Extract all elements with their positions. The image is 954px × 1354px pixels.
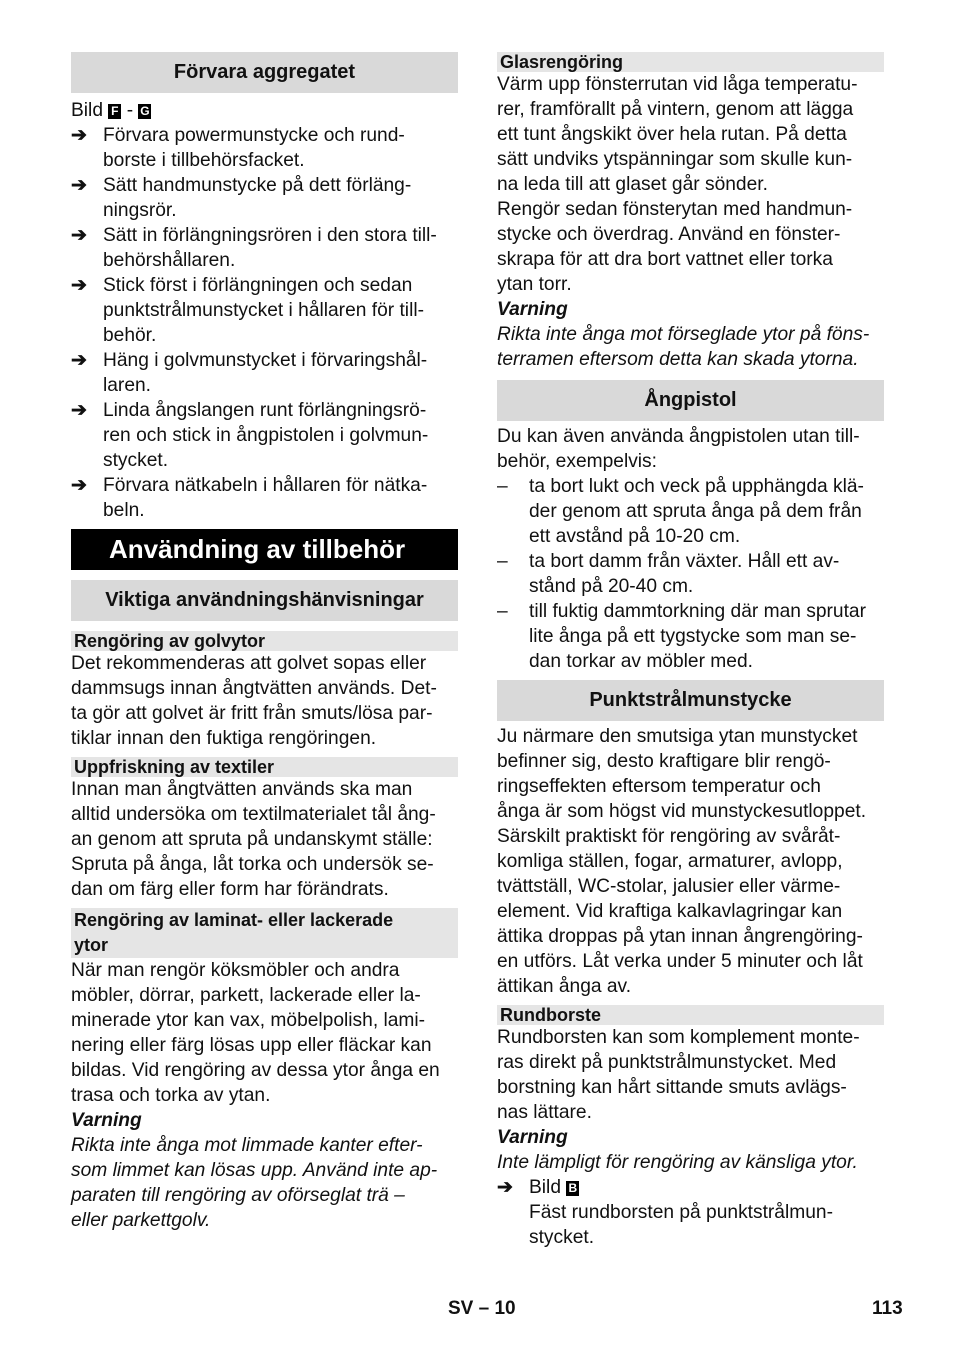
text-line: bildas. Vid rengöring av dessa ytor ånga en — [71, 1060, 440, 1081]
text-line: Rikta inte ånga mot limmade kanter efter- — [71, 1135, 423, 1156]
store-step-text: ningsrör. — [103, 200, 177, 221]
text-line: Det rekommenderas att golvet sopas eller — [71, 653, 427, 674]
steam-gun-item-text: der genom att spruta ånga på dem från — [529, 501, 862, 522]
text-line: Fäst rundborsten på punktstrålmun- — [529, 1202, 833, 1223]
store-step-text: ren och stick in ångpistolen i golvmun- — [103, 425, 429, 446]
figure-reference — [71, 98, 458, 123]
arrow-right-icon: ➔ — [71, 175, 88, 196]
text-line: dammsugs innan ångtvätten används. Det- — [71, 678, 437, 699]
steam-gun-item-text: ta bort damm från växter. Håll ett av- — [529, 551, 840, 572]
store-step-item — [71, 223, 458, 273]
page-number: 113 — [872, 1298, 903, 1319]
text-line: komliga ställen, fogar, armaturer, avlopp, — [497, 851, 843, 872]
arrow-right-icon: ➔ — [71, 225, 88, 246]
footer-section: SV – 10 — [448, 1298, 516, 1319]
steam-gun-intro — [497, 424, 884, 474]
text-line: som limmet kan lösas upp. Använd inte ap- — [71, 1160, 438, 1181]
text-line: ättikan ånga av. — [497, 976, 632, 997]
text-line: eller parkettgolv. — [71, 1210, 211, 1231]
text-line: ringseffekten eftersom temperatur och — [497, 776, 821, 797]
text-line: Särskilt praktiskt för rengöring av svåråt- — [497, 826, 841, 847]
store-steps-list — [71, 123, 458, 523]
arrow-right-icon: ➔ — [71, 350, 88, 371]
text-line: ytan torr. — [497, 274, 572, 295]
store-step-item — [71, 173, 458, 223]
warning-label: Varning — [497, 299, 568, 320]
left-column — [71, 52, 458, 1233]
store-step-text: behörshållaren. — [103, 250, 236, 271]
text-line: ånga är som högst vid munstyckesutloppet. — [497, 801, 867, 822]
steam-gun-list — [497, 474, 884, 674]
steam-gun-item — [497, 599, 884, 674]
text-line: stycke och överdrag. Använd en fönster- — [497, 224, 841, 245]
arrow-right-icon: ➔ — [497, 1177, 514, 1198]
laminate-text — [71, 958, 458, 1108]
store-step-item — [71, 398, 458, 473]
figure-separator: - — [126, 100, 134, 121]
text-line: ras direkt på punktstrålmunstycket. Med — [497, 1052, 837, 1073]
text-line: stycket. — [529, 1227, 595, 1248]
store-step-text: behör. — [103, 325, 157, 346]
store-step-item — [71, 348, 458, 398]
glass-text — [497, 72, 884, 297]
text-line: nering eller färg lösas upp eller fläckar kan — [71, 1035, 432, 1056]
steam-gun-item-text: till fuktig dammtorkning där man sprutar — [529, 601, 866, 622]
text-line: Ju närmare den smutsiga ytan munstycket — [497, 726, 858, 747]
store-step-text: laren. — [103, 375, 151, 396]
subheading-laminate — [71, 908, 458, 958]
warning-label: Varning — [497, 1127, 568, 1148]
dash-bullet: – — [497, 601, 508, 622]
text-line: paraten till rengöring av oförseglat trä – — [71, 1185, 405, 1206]
text-line: befinner sig, desto kraftigare blir rengö- — [497, 751, 831, 772]
subheading-brush: Rundborste — [497, 1005, 884, 1025]
section-heading-store: Förvara aggregatet — [71, 52, 458, 93]
store-step-text: Sätt in förlängningsrören i den stora till- — [103, 225, 437, 246]
steam-gun-item — [497, 474, 884, 549]
floor-text — [71, 651, 458, 751]
store-step-text: Stick först i förlängningen och sedan — [103, 275, 413, 296]
dash-bullet: – — [497, 551, 508, 572]
store-step-item — [71, 123, 458, 173]
text-line: ta gör att golvet är fritt från smuts/lösa par- — [71, 703, 433, 724]
text-line: rer, framförallt på vintern, genom att lägga — [497, 99, 854, 120]
textile-text — [71, 777, 458, 902]
subheading-floor: Rengöring av golvytor — [71, 631, 458, 651]
text-line: Du kan även använda ångpistolen utan till- — [497, 426, 860, 447]
warning-label: Varning — [71, 1110, 142, 1131]
right-column — [497, 52, 884, 1250]
store-step-text: Förvara powermunstycke och rund- — [103, 125, 405, 146]
store-step-text: borste i tillbehörsfacket. — [103, 150, 305, 171]
text-line: Rengör sedan fönsterytan med handmun- — [497, 199, 853, 220]
arrow-right-icon: ➔ — [71, 275, 88, 296]
store-step-item — [71, 273, 458, 348]
store-step-text: Linda ångslangen runt förlängningsrö- — [103, 400, 427, 421]
steam-gun-item-text: stånd på 20-40 cm. — [529, 576, 694, 597]
brush-step-text — [497, 1200, 884, 1250]
text-line: element. Vid kraftiga kalkavlagringar kan — [497, 901, 843, 922]
bild-label: Bild — [529, 1177, 561, 1198]
text-line: na leda till att glaset går sönder. — [497, 174, 768, 195]
dash-bullet: – — [497, 476, 508, 497]
main-title: Användning av tillbehör — [71, 529, 458, 570]
text-line: sätt undviks ytspänningar som skulle kun- — [497, 149, 853, 170]
text-line: behör, exempelvis: — [497, 451, 657, 472]
text-line: terramen eftersom detta kan skada ytorna. — [497, 349, 859, 370]
brush-figure-step — [497, 1175, 884, 1200]
figure-f-badge: F — [108, 104, 121, 119]
subheading-laminate-line-2: ytor — [74, 935, 109, 955]
store-step-text: beln. — [103, 500, 145, 521]
figure-g-badge: G — [140, 104, 150, 118]
bild-label: Bild — [71, 100, 103, 121]
store-step-text: punktstrålmunstycket i hållaren för till- — [103, 300, 424, 321]
text-line: Rundborsten kan som komplement monte- — [497, 1027, 860, 1048]
brush-text — [497, 1025, 884, 1125]
glass-warning-text — [497, 322, 884, 372]
text-line: ättika droppas på ytan innan ångrengöring- — [497, 926, 863, 947]
text-line: möbler, dörrar, parkett, lackerade eller la- — [71, 985, 421, 1006]
text-line: dan om färg eller form har förändrats. — [71, 879, 389, 900]
text-line: an genom att spruta på undanskymt ställe: — [71, 829, 433, 850]
text-line: När man rengör köksmöbler och andra — [71, 960, 400, 981]
text-line: Innan man ångtvätten används ska man — [71, 779, 413, 800]
store-step-text: Häng i golvmunstycket i förvaringshål- — [103, 350, 428, 371]
steam-gun-item-text: lite ånga på ett tygstycke som man se- — [529, 626, 857, 647]
text-line: Rikta inte ånga mot förseglade ytor på föns- — [497, 324, 870, 345]
text-line: nas lättare. — [497, 1102, 592, 1123]
text-line: Spruta på ånga, låt torka och undersök se- — [71, 854, 434, 875]
subheading-laminate-line-1: Rengöring av laminat- eller lackerade — [74, 910, 394, 930]
figure-b-badge: B — [566, 1181, 579, 1196]
section-heading-steam-gun: Ångpistol — [497, 380, 884, 421]
section-heading-nozzle: Punktstrålmunstycke — [497, 680, 884, 721]
store-step-text: Förvara nätkabeln i hållaren för nätka- — [103, 475, 428, 496]
steam-gun-item-text: ett avstånd på 10-20 cm. — [529, 526, 741, 547]
text-line: skrapa för att dra bort vattnet eller torka — [497, 249, 833, 270]
text-line: minerade ytor kan vax, möbelpolish, lami- — [71, 1010, 426, 1031]
steam-gun-item-text: ta bort lukt och veck på upphängda klä- — [529, 476, 864, 497]
arrow-right-icon: ➔ — [71, 400, 88, 421]
store-step-item — [71, 473, 458, 523]
arrow-right-icon: ➔ — [71, 475, 88, 496]
nozzle-text — [497, 724, 884, 999]
store-step-text: Sätt handmunstycke på dett förläng- — [103, 175, 412, 196]
arrow-right-icon: ➔ — [71, 125, 88, 146]
brush-warning-text: Inte lämpligt för rengöring av känsliga ytor. — [497, 1152, 858, 1173]
text-line: tvättställ, WC-stolar, jalusier eller värme- — [497, 876, 841, 897]
text-line: Värm upp fönsterrutan vid låga temperatu- — [497, 74, 858, 95]
section-heading-tips: Viktiga användningshänvisningar — [71, 580, 458, 621]
steam-gun-item-text: dan torkar av möbler med. — [529, 651, 753, 672]
text-line: borstning kan hårt sittande smuts avlägs- — [497, 1077, 847, 1098]
steam-gun-item — [497, 549, 884, 599]
subheading-textile: Uppfriskning av textiler — [71, 757, 458, 777]
text-line: en utförs. Låt verka under 5 minuter och låt — [497, 951, 863, 972]
text-line: tiklar innan den fuktiga rengöringen. — [71, 728, 377, 749]
store-step-text: stycket. — [103, 450, 169, 471]
laminate-warning-text — [71, 1133, 458, 1233]
text-line: ett tunt ångskikt över hela rutan. På detta — [497, 124, 847, 145]
text-line: trasa och torka av ytan. — [71, 1085, 271, 1106]
subheading-glass: Glasrengöring — [497, 52, 884, 72]
text-line: alltid undersöka om textilmaterialet tål ång- — [71, 804, 436, 825]
